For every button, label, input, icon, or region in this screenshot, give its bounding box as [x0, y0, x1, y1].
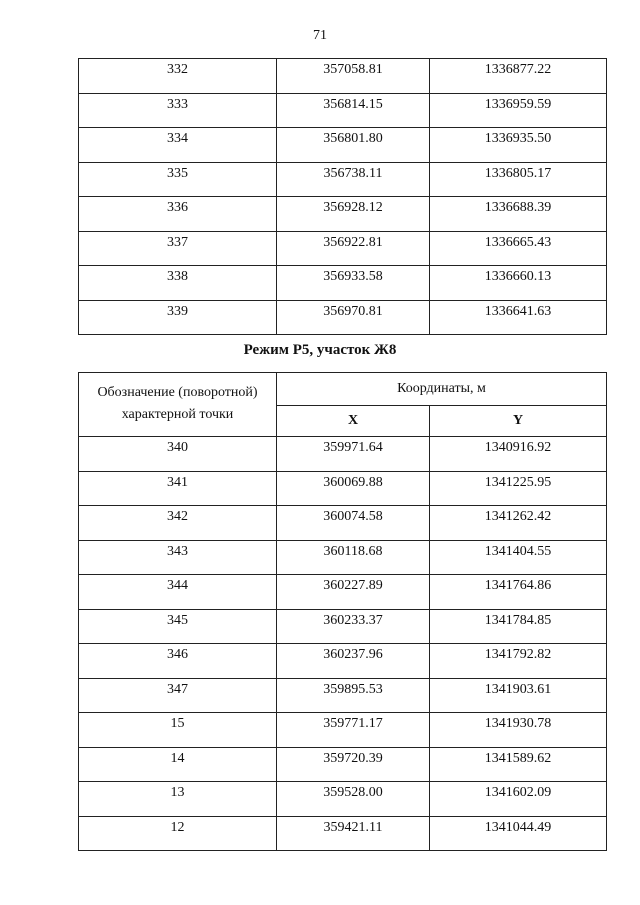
- table-row: [79, 266, 607, 301]
- y-coordinate-cell: 1341784.85: [430, 609, 607, 644]
- x-coordinate-cell: 356970.81: [277, 300, 430, 335]
- y-coordinate-cell: 1336660.13: [430, 266, 607, 301]
- x-coordinate-cell: 360074.58: [277, 506, 430, 541]
- x-coordinate-cell: 359421.11: [277, 816, 430, 851]
- table-row: [79, 782, 607, 817]
- point-id-cell: 336: [79, 197, 277, 232]
- x-coordinate-cell: 360233.37: [277, 609, 430, 644]
- y-coordinate-cell: 1341262.42: [430, 506, 607, 541]
- y-coordinate-cell: 1336688.39: [430, 197, 607, 232]
- table-row: [79, 609, 607, 644]
- y-coordinate-cell: 1341589.62: [430, 747, 607, 782]
- x-coordinate-cell: 356928.12: [277, 197, 430, 232]
- point-id-cell: 12: [79, 816, 277, 851]
- point-id-cell: 341: [79, 471, 277, 506]
- header-coordinates: Координаты, м: [277, 373, 607, 406]
- y-coordinate-cell: 1341225.95: [430, 471, 607, 506]
- table-row: [79, 59, 607, 94]
- y-coordinate-cell: 1341044.49: [430, 816, 607, 851]
- x-coordinate-cell: 360069.88: [277, 471, 430, 506]
- point-id-cell: 335: [79, 162, 277, 197]
- x-coordinate-cell: 359895.53: [277, 678, 430, 713]
- table-row: [79, 437, 607, 472]
- x-coordinate-cell: 359771.17: [277, 713, 430, 748]
- y-coordinate-cell: 1341903.61: [430, 678, 607, 713]
- point-id-cell: 347: [79, 678, 277, 713]
- y-coordinate-cell: 1336935.50: [430, 128, 607, 163]
- y-coordinate-cell: 1341764.86: [430, 575, 607, 610]
- table-row: [79, 816, 607, 851]
- x-coordinate-cell: 356933.58: [277, 266, 430, 301]
- page-number: 71: [313, 28, 327, 43]
- point-id-cell: 339: [79, 300, 277, 335]
- x-coordinate-cell: 356801.80: [277, 128, 430, 163]
- y-coordinate-cell: 1341602.09: [430, 782, 607, 817]
- x-coordinate-cell: 356738.11: [277, 162, 430, 197]
- table-row: [79, 231, 607, 266]
- y-coordinate-cell: 1341930.78: [430, 713, 607, 748]
- point-id-cell: 344: [79, 575, 277, 610]
- table-row: [79, 93, 607, 128]
- y-coordinate-cell: 1336805.17: [430, 162, 607, 197]
- y-coordinate-cell: 1336877.22: [430, 59, 607, 94]
- y-coordinate-cell: 1341404.55: [430, 540, 607, 575]
- table-row: [79, 540, 607, 575]
- x-coordinate-cell: 356922.81: [277, 231, 430, 266]
- y-coordinate-cell: 1336665.43: [430, 231, 607, 266]
- point-id-cell: 345: [79, 609, 277, 644]
- header-x: X: [277, 406, 430, 437]
- table-row: [79, 197, 607, 232]
- table-row: [79, 575, 607, 610]
- point-id-cell: 15: [79, 713, 277, 748]
- point-id-cell: 343: [79, 540, 277, 575]
- point-id-cell: 340: [79, 437, 277, 472]
- coordinates-table-continued: [78, 58, 607, 335]
- x-coordinate-cell: 360227.89: [277, 575, 430, 610]
- point-id-cell: 333: [79, 93, 277, 128]
- table-row: [79, 300, 607, 335]
- x-coordinate-cell: 359720.39: [277, 747, 430, 782]
- y-coordinate-cell: 1336641.63: [430, 300, 607, 335]
- x-coordinate-cell: 356814.15: [277, 93, 430, 128]
- x-coordinate-cell: 359971.64: [277, 437, 430, 472]
- point-id-cell: 338: [79, 266, 277, 301]
- point-id-cell: 337: [79, 231, 277, 266]
- table-row: [79, 713, 607, 748]
- table-row: [79, 506, 607, 541]
- point-id-cell: 342: [79, 506, 277, 541]
- table-row: [79, 162, 607, 197]
- table-row: [79, 747, 607, 782]
- x-coordinate-cell: 360237.96: [277, 644, 430, 679]
- section-title: Режим Р5, участок Ж8: [243, 342, 397, 358]
- y-coordinate-cell: 1341792.82: [430, 644, 607, 679]
- y-coordinate-cell: 1340916.92: [430, 437, 607, 472]
- table-row: [79, 128, 607, 163]
- x-coordinate-cell: 359528.00: [277, 782, 430, 817]
- coordinates-table-continued-body: [79, 59, 607, 335]
- x-coordinate-cell: 357058.81: [277, 59, 430, 94]
- table-row: [79, 471, 607, 506]
- header-y: Y: [430, 406, 607, 437]
- point-id-cell: 346: [79, 644, 277, 679]
- point-id-cell: 14: [79, 747, 277, 782]
- table-row: [79, 644, 607, 679]
- coordinates-table: [78, 372, 607, 851]
- point-id-cell: 13: [79, 782, 277, 817]
- point-id-cell: 334: [79, 128, 277, 163]
- coordinates-table-body: [79, 437, 607, 851]
- x-coordinate-cell: 360118.68: [277, 540, 430, 575]
- table-row: [79, 678, 607, 713]
- y-coordinate-cell: 1336959.59: [430, 93, 607, 128]
- header-point-designation: Обозначение (поворотной) характерной точки: [79, 373, 277, 437]
- point-id-cell: 332: [79, 59, 277, 94]
